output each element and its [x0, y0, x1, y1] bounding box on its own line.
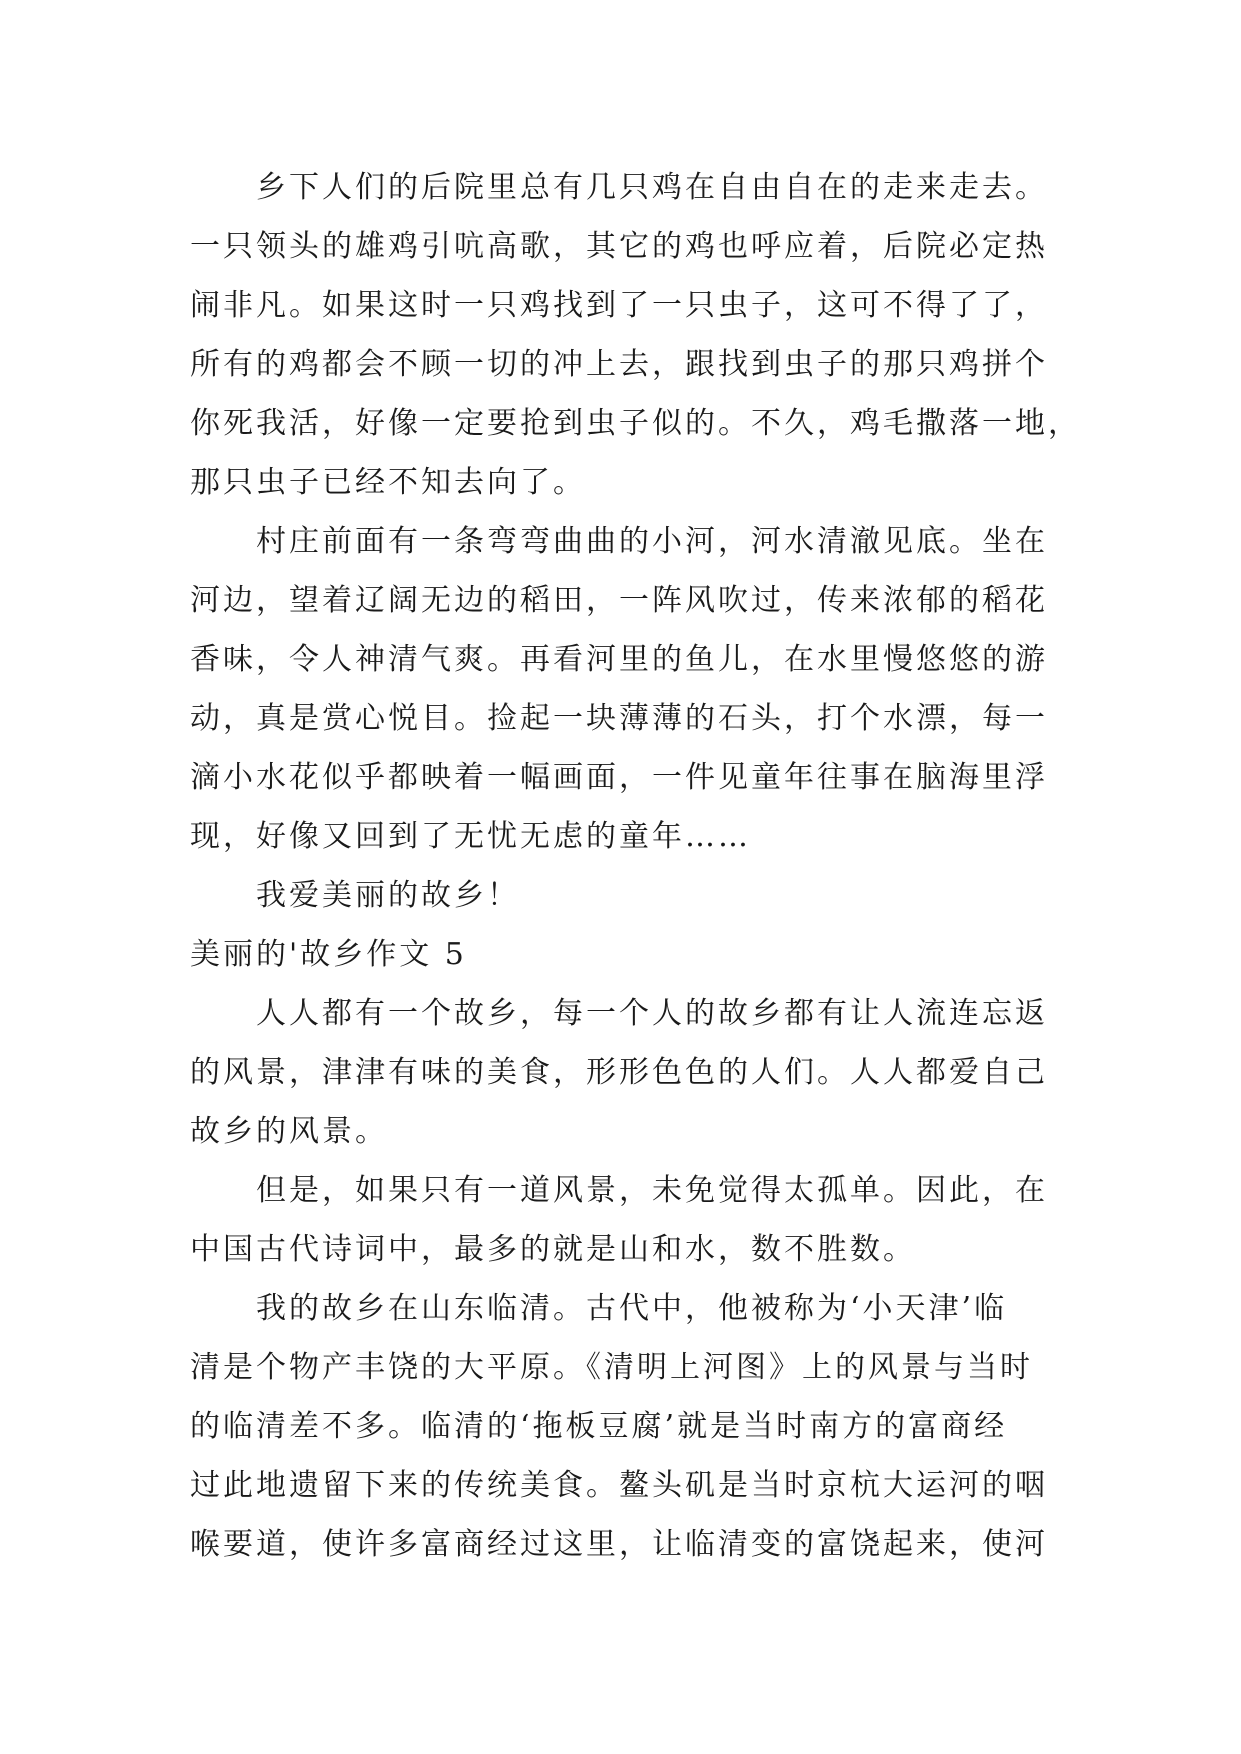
text-line: 但是，如果只有一道风景，未免觉得太孤单。因此，在 [256, 1173, 1048, 1208]
essay-heading [190, 925, 1070, 984]
text-line: 那只虫子已经不知去向了。 [190, 465, 586, 500]
document-body [190, 158, 1081, 1574]
text-line: 中国古代诗词中，最多的就是山和水，数不胜数。 [190, 1232, 916, 1267]
paragraph-scenery [190, 1161, 1070, 1279]
text-line: 故乡的风景。 [190, 1114, 388, 1149]
text-line: 一只领头的雄鸡引吭高歌，其它的鸡也呼应着，后院必定热 [190, 229, 1048, 264]
paragraph-love-hometown [190, 866, 1070, 925]
text-line: 人人都有一个故乡，每一个人的故乡都有让人流连忘返 [256, 996, 1048, 1031]
text-line: 乡下人们的后院里总有几只鸡在自由自在的走来走去。 [256, 170, 1048, 205]
text-line: 你死我活，好像一定要抢到虫子似的。不久，鸡毛撒落一地， [190, 406, 1081, 441]
text-line: 我爱美丽的故乡！ [256, 878, 520, 913]
paragraph-linqing [190, 1279, 1070, 1574]
text-line: 的风景，津津有味的美食，形形色色的人们。人人都爱自己 [190, 1055, 1048, 1090]
text-line: 喉要道，使许多富商经过这里，让临清变的富饶起来，使河 [190, 1527, 1048, 1562]
text-line: 动，真是赏心悦目。捡起一块薄薄的石头，打个水漂，每一 [190, 701, 1048, 736]
text-line: 香味，令人神清气爽。再看河里的鱼儿，在水里慢悠悠的游 [190, 642, 1048, 677]
text-line: 村庄前面有一条弯弯曲曲的小河，河水清澈见底。坐在 [256, 524, 1048, 559]
text-line: 滴小水花似乎都映着一幅画面，一件见童年往事在脑海里浮 [190, 760, 1048, 795]
text-line: 河边，望着辽阔无边的稻田，一阵风吹过，传来浓郁的稻花 [190, 583, 1048, 618]
text-line: 现，好像又回到了无忧无虑的童年…… [190, 819, 751, 854]
paragraph-chickens [190, 158, 1081, 512]
text-line: 清是个物产丰饶的大平原。《清明上河图》上的风景与当时 [190, 1350, 1033, 1385]
paragraph-everyone-hometown [190, 984, 1070, 1161]
paragraph-river [190, 512, 1070, 866]
heading-text: 美丽的'故乡作文 5 [190, 937, 467, 972]
text-line: 我的故乡在山东临清。古代中，他被称为‘小天津’临 [256, 1291, 1008, 1326]
text-line: 过此地遗留下来的传统美食。鳌头矶是当时京杭大运河的咽 [190, 1468, 1048, 1503]
text-line: 闹非凡。如果这时一只鸡找到了一只虫子，这可不得了了， [190, 288, 1048, 323]
text-line: 的临清差不多。临清的‘拖板豆腐’就是当时南方的富商经 [190, 1409, 1008, 1444]
text-line: 所有的鸡都会不顾一切的冲上去，跟找到虫子的那只鸡拼个 [190, 347, 1048, 382]
